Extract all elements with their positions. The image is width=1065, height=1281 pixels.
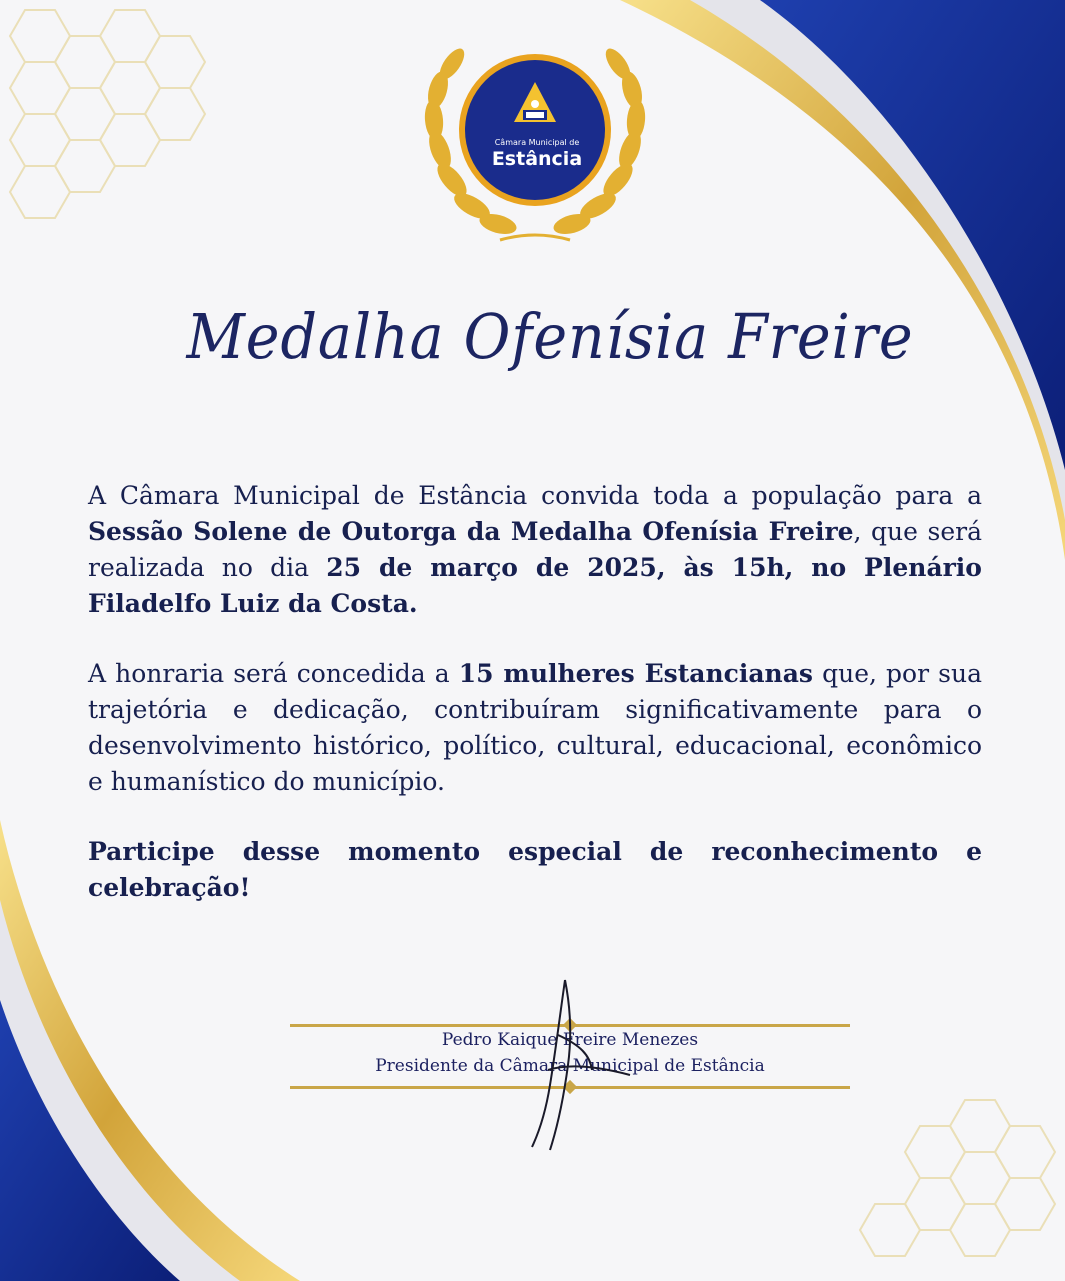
signatory-role: Presidente da Câmara Municipal de Estância [375, 1056, 765, 1076]
invitation-body [88, 478, 982, 940]
paragraph1-session-name: Sessão Solene de Outorga da Medalha Ofenísia Freire [88, 517, 854, 546]
paragraph1-text2: , que será realizada no dia [88, 517, 982, 582]
paragraph2-text1: A honraria será concedida a [88, 659, 459, 688]
logo-text-line2: Estância [491, 148, 583, 170]
paragraph-invitation [88, 478, 982, 622]
handwritten-signature [520, 975, 650, 1155]
page-title: Medalha Ofenísia Freire [186, 300, 914, 373]
paragraph1-text1: A Câmara Municipal de Estância convida toda a população para a [88, 481, 982, 510]
paragraph2-text2: que, por sua trajetória e dedicação, contribuíram significativamente para o desenvolvimento histórico, político, cultural, educacional, econômico e humanístico do município. [88, 659, 982, 796]
paragraph-honor [88, 656, 982, 800]
logo-text-line1: Câmara Municipal de [494, 138, 580, 147]
logo-caption [472, 138, 602, 170]
closing-call: Participe desse momento especial de reconhecimento e celebração! [88, 837, 982, 902]
paragraph1-date-location: 25 de março de 2025, às 15h, no Plenário Filadelfo Luiz da Costa. [88, 553, 982, 618]
paragraph2-honorees: 15 mulheres Estancianas [458, 659, 814, 688]
signatory-name: Pedro Kaique Freire Menezes [441, 1030, 699, 1050]
